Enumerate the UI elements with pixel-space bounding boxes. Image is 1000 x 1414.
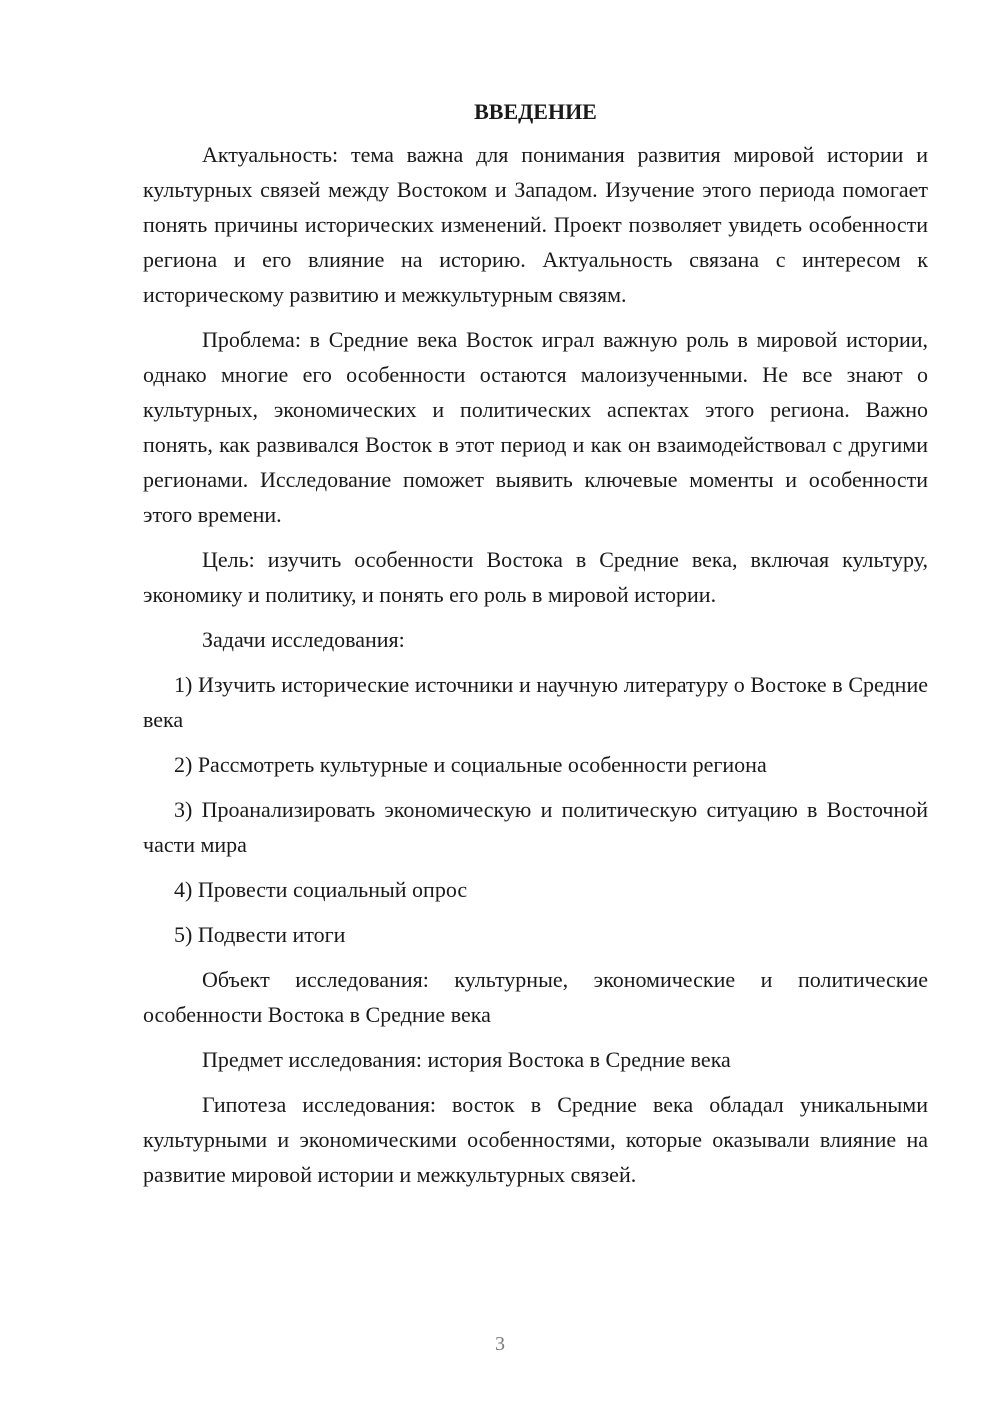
object-paragraph: Объект исследования: культурные, экономические и политические особенности Востока в Средние века bbox=[143, 967, 928, 1027]
relevance-paragraph: Актуальность: тема важна для понимания развития мировой истории и культурных связей между Востоком и Западом. Изучение этого периода помогает понять причины исторических изменений. Проект позволяет увидеть особенности региона и его влияние на историю. Актуальность связана с интересом к историческому развитию и межкультурным связям. bbox=[143, 142, 928, 307]
task-item-5: 5) Подвести итоги bbox=[174, 922, 346, 947]
tasks-heading: Задачи исследования: bbox=[202, 627, 405, 652]
hypothesis-paragraph: Гипотеза исследования: восток в Средние века обладал уникальными культурными и экономическими особенностями, которые оказывали влияние на развитие мировой истории и межкультурных связей. bbox=[143, 1092, 928, 1187]
problem-paragraph: Проблема: в Средние века Восток играл важную роль в мировой истории, однако многие его особенности остаются малоизученными. Не все знают о культурных, экономических и политических аспектах этого региона. Важно понять, как развивался Восток в этот период и как он взаимодействовал с другими регионами. Исследование поможет выявить ключевые моменты и особенности этого времени. bbox=[143, 327, 928, 527]
document-page bbox=[143, 97, 928, 1202]
task-item-1: 1) Изучить исторические источники и научную литературу о Востоке в Средние века bbox=[143, 672, 928, 732]
task-item-4: 4) Провести социальный опрос bbox=[174, 877, 468, 902]
page-number: 3 bbox=[495, 1333, 505, 1355]
task-item-2: 2) Рассмотреть культурные и социальные особенности региона bbox=[174, 752, 767, 777]
task-item-3: 3) Проанализировать экономическую и политическую ситуацию в Восточной части мира bbox=[143, 797, 928, 857]
section-title: ВВЕДЕНИЕ bbox=[474, 99, 597, 124]
goal-paragraph: Цель: изучить особенности Востока в Средние века, включая культуру, экономику и политику, и понять его роль в мировой истории. bbox=[143, 547, 928, 607]
subject-paragraph: Предмет исследования: история Востока в Средние века bbox=[202, 1047, 731, 1072]
